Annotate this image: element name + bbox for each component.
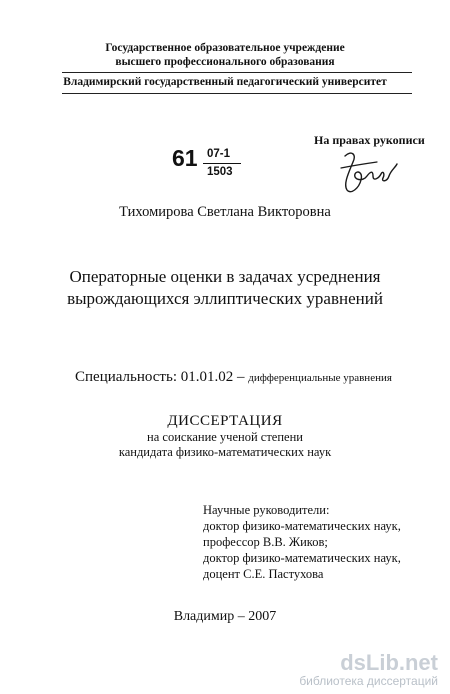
supervisor-1-degree: доктор физико-математических наук, <box>203 519 401 533</box>
specialty <box>75 369 392 386</box>
specialty-dash: – <box>233 369 249 385</box>
specialty-label: Специальность: 01.01.02 <box>75 369 234 385</box>
degree-line-2: кандидата физико-математических наук <box>118 445 332 459</box>
supervisor-1-name: профессор В.В. Жиков; <box>203 535 328 549</box>
supervisor-2-degree: доктор физико-математических наук, <box>203 551 401 565</box>
watermark <box>299 652 438 688</box>
supervisors-heading: Научные руководители: <box>203 503 330 517</box>
signature-icon <box>337 148 403 198</box>
degree-line-1: на соискание ученой степени <box>147 430 303 444</box>
watermark-logo: dsLib.net <box>340 650 438 675</box>
manuscript-rights-label: На правах рукописи <box>314 133 425 147</box>
city-year: Владимир – 2007 <box>173 609 277 624</box>
title-line-1: Операторные оценки в задачах усреднения <box>69 267 381 286</box>
header-divider-bottom <box>62 93 412 94</box>
specialty-name: дифференциальные уравнения <box>248 372 392 384</box>
institution-header <box>0 41 450 69</box>
document-type-heading: ДИССЕРТАЦИЯ <box>167 413 283 429</box>
dissertation-title <box>0 266 450 310</box>
library-code-bottom: 1503 <box>207 166 233 178</box>
header-divider-top <box>62 72 412 73</box>
watermark-subtitle: библиотека диссертаций <box>299 674 438 688</box>
author-name: Тихомирова Светлана Викторовна <box>119 204 331 220</box>
institution-line-2: высшего профессионального образования <box>115 56 335 68</box>
supervisors-block <box>203 502 401 582</box>
university-name: Владимирский государственный педагогический университет <box>63 76 387 88</box>
library-code-main: 61 <box>172 145 198 171</box>
institution-line-1: Государственное образовательное учреждение <box>105 42 345 54</box>
title-line-2: вырождающихся эллиптических уравнений <box>67 289 383 308</box>
library-code-top: 07-1 <box>207 148 231 160</box>
degree-sought <box>0 430 450 460</box>
library-code-fraction-line <box>203 163 241 164</box>
supervisor-2-name: доцент С.Е. Пастухова <box>203 567 324 581</box>
